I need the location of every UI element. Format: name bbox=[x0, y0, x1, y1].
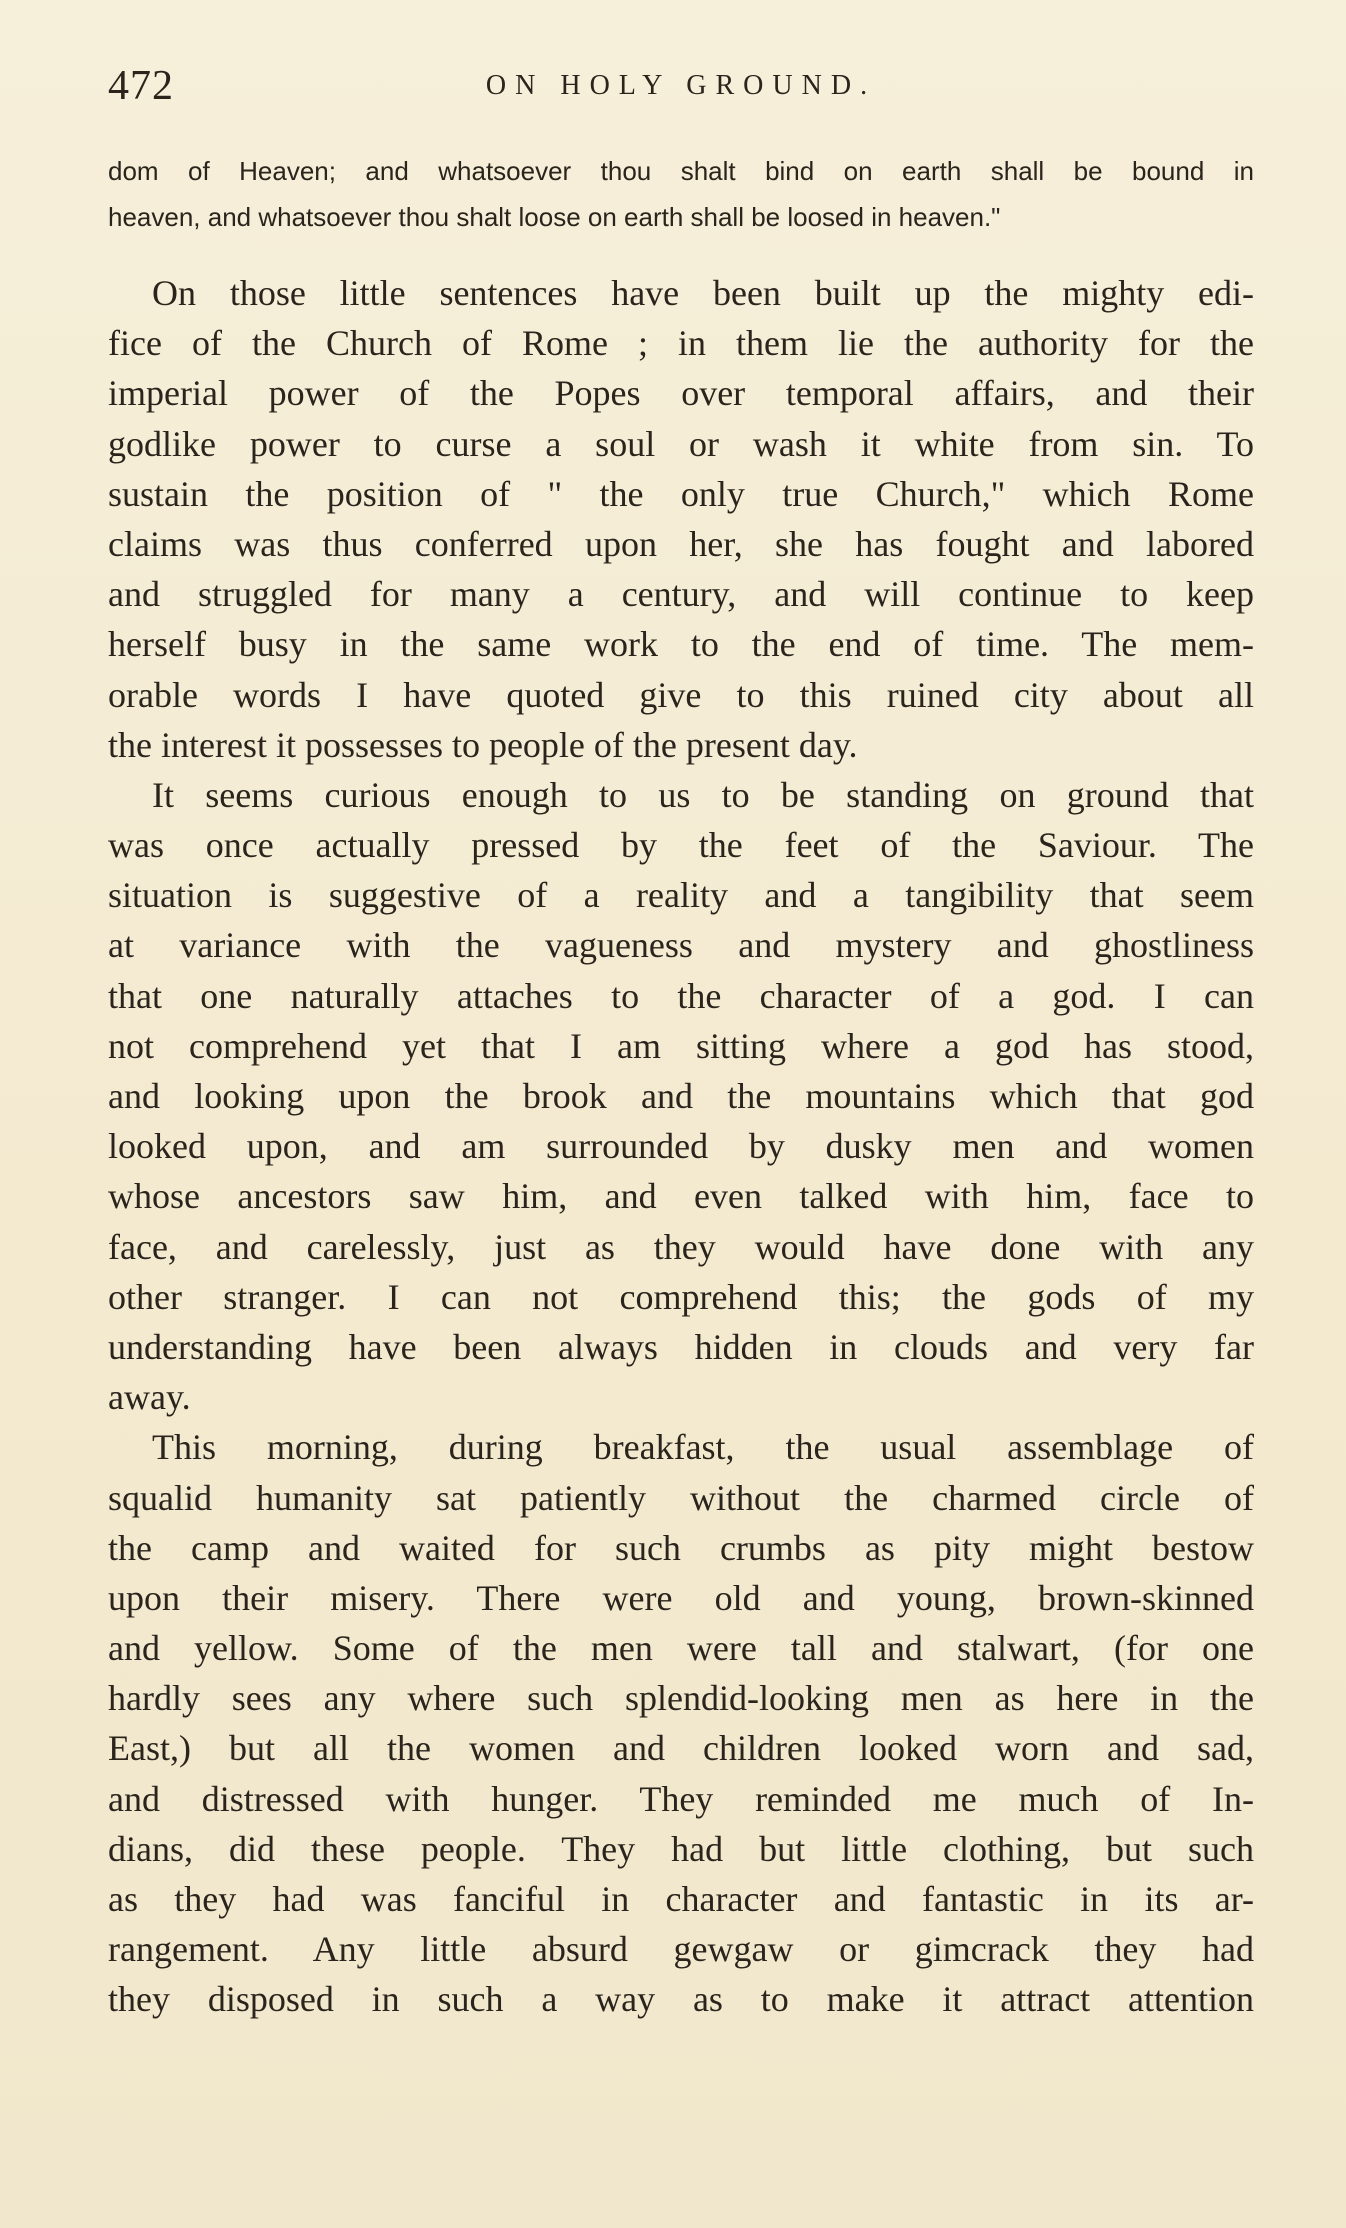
text-line: squalid humanity sat patiently without the charmed circle of bbox=[108, 1477, 1254, 1518]
text-line: and struggled for many a century, and will continue to keep bbox=[108, 574, 1254, 615]
text-line: orable words I have quoted give to this ruined city about all bbox=[108, 674, 1254, 715]
text-line: other stranger. I can not comprehend this; the gods of my bbox=[108, 1276, 1254, 1317]
text-line: the camp and waited for such crumbs as pity might bestow bbox=[108, 1527, 1254, 1568]
text-line: was once actually pressed by the feet of the Saviour. The bbox=[108, 825, 1254, 866]
text-line: and yellow. Some of the men were tall and stalwart, (for one bbox=[108, 1628, 1254, 1669]
text-line: face, and carelessly, just as they would have done with any bbox=[108, 1226, 1254, 1267]
text-line: herself busy in the same work to the end of time. The mem- bbox=[108, 624, 1254, 665]
page-number: 472 bbox=[108, 63, 174, 109]
text-line: they disposed in such a way as to make it attract attention bbox=[108, 1979, 1254, 2020]
text-line: that one naturally attaches to the character of a god. I can bbox=[108, 975, 1254, 1016]
text-line: away. bbox=[108, 1377, 191, 1418]
text-line: imperial power of the Popes over temporal affairs, and their bbox=[108, 373, 1254, 414]
quote-line: heaven, and whatsoever thou shalt loose on earth shall be loosed in heaven." bbox=[108, 202, 1001, 232]
text-line: fice of the Church of Rome ; in them lie the authority for the bbox=[108, 323, 1254, 364]
text-line: at variance with the vagueness and mystery and ghostliness bbox=[108, 925, 1254, 966]
text-line: On those little sentences have been built up the mighty edi- bbox=[152, 273, 1254, 313]
paragraph bbox=[108, 1422, 1254, 2024]
text-line: understanding have been always hidden in clouds and very far bbox=[108, 1326, 1254, 1367]
paragraph bbox=[108, 770, 1254, 1422]
quote-line: dom of Heaven; and whatsoever thou shalt bind on earth shall be bound in bbox=[108, 156, 1254, 186]
text-line: situation is suggestive of a reality and a tangibility that seem bbox=[108, 875, 1254, 916]
text-line: looked upon, and am surrounded by dusky men and women bbox=[108, 1126, 1254, 1167]
text-line: the interest it possesses to people of the present day. bbox=[108, 724, 858, 765]
text-line: godlike power to curse a soul or wash it white from sin. To bbox=[108, 423, 1254, 464]
text-line: upon their misery. There were old and young, brown-skinned bbox=[108, 1577, 1254, 1618]
text-line: as they had was fanciful in character and fantastic in its ar- bbox=[108, 1879, 1254, 1919]
text-line: hardly sees any where such splendid-looking men as here in the bbox=[108, 1678, 1254, 1719]
text-line: rangement. Any little absurd gewgaw or gimcrack they had bbox=[108, 1929, 1254, 1970]
text-line: sustain the position of " the only true Church," which Rome bbox=[108, 473, 1254, 514]
block-quote bbox=[108, 148, 1254, 240]
running-title: ON HOLY GROUND. bbox=[485, 70, 877, 101]
text-line: It seems curious enough to us to be standing on ground that bbox=[152, 774, 1254, 815]
text-line: not comprehend yet that I am sitting where a god has stood, bbox=[108, 1025, 1254, 1066]
text-line: East,) but all the women and children looked worn and sad, bbox=[108, 1728, 1254, 1769]
running-head bbox=[108, 62, 1254, 116]
body-text bbox=[108, 268, 1254, 2025]
text-line: and distressed with hunger. They reminded me much of In- bbox=[108, 1778, 1254, 1819]
text-line: This morning, during breakfast, the usual assemblage of bbox=[152, 1427, 1254, 1468]
text-line: whose ancestors saw him, and even talked with him, face to bbox=[108, 1176, 1254, 1217]
text-line: dians, did these people. They had but little clothing, but such bbox=[108, 1828, 1254, 1869]
text-line: and looking upon the brook and the mountains which that god bbox=[108, 1076, 1254, 1116]
text-line: claims was thus conferred upon her, she has fought and labored bbox=[108, 523, 1254, 564]
paragraph bbox=[108, 268, 1254, 770]
